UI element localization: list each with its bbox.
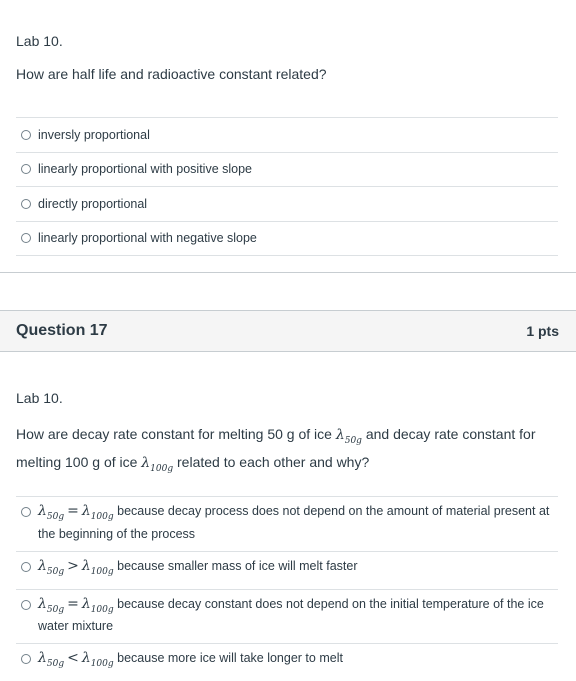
- answer-text: because decay constant does not depend on the initial temperature of the ice water mixture: [38, 596, 544, 634]
- lab-label: Lab 10.: [16, 33, 63, 49]
- question-prompt: [16, 424, 560, 480]
- lambda-subscript: 50g: [46, 604, 65, 615]
- lambda-subscript: 50g: [344, 435, 362, 446]
- answer-label: directly proportional: [38, 196, 148, 211]
- lambda-100g-symbol: [141, 454, 174, 474]
- answer-text: because decay process does not depend on the amount of material present at the beginning of the process: [38, 504, 550, 541]
- prompt-text: related to each other and why?: [173, 453, 370, 470]
- lambda-subscript: 100g: [90, 659, 114, 670]
- answer-option[interactable]: [16, 222, 558, 257]
- answer-option[interactable]: [16, 187, 558, 222]
- question-header: [0, 310, 576, 352]
- radio-button[interactable]: [21, 130, 31, 140]
- question-prompt: How are half life and radioactive constant related?: [16, 66, 327, 82]
- lambda-subscript: 100g: [90, 566, 114, 577]
- lambda-glyph: λ: [141, 454, 151, 471]
- lab-label: Lab 10.: [16, 390, 63, 406]
- lambda-glyph: λ: [38, 503, 47, 519]
- answer-option[interactable]: [16, 590, 558, 645]
- radio-button[interactable]: [21, 164, 31, 174]
- lambda-subscript: 50g: [46, 566, 65, 577]
- relation-operator: <: [67, 650, 79, 667]
- question-title: Question 17: [16, 322, 108, 339]
- answer-option[interactable]: [16, 153, 558, 188]
- answer-option[interactable]: [16, 118, 558, 153]
- lambda-50g-symbol: [38, 503, 65, 522]
- lambda-subscript: 50g: [46, 659, 65, 670]
- answer-label: [38, 503, 558, 543]
- answer-label: [38, 650, 343, 673]
- lambda-subscript: 100g: [150, 463, 174, 474]
- relation-operator: =: [67, 595, 79, 612]
- lambda-glyph: λ: [335, 427, 345, 443]
- lambda-glyph: λ: [81, 503, 91, 519]
- lambda-100g-symbol: [81, 557, 114, 577]
- question-16-body: [0, 0, 576, 273]
- prompt-text: and decay rate constant for melting 100 g of ice: [16, 426, 536, 470]
- answer-list: [16, 117, 558, 256]
- radio-button[interactable]: [21, 507, 31, 517]
- lambda-100g-symbol: [81, 503, 114, 522]
- lambda-glyph: λ: [81, 557, 91, 574]
- lambda-subscript: 100g: [90, 511, 114, 522]
- prompt-text: How are decay rate constant for melting 50 g of ice: [16, 426, 336, 442]
- radio-button[interactable]: [21, 562, 31, 572]
- lambda-100g-symbol: [81, 595, 114, 615]
- lambda-subscript: 50g: [46, 511, 65, 522]
- question-separator: [0, 273, 576, 310]
- lambda-glyph: λ: [38, 650, 47, 667]
- lambda-glyph: λ: [38, 557, 47, 574]
- answer-option[interactable]: [16, 552, 558, 590]
- lambda-50g-symbol: [335, 427, 362, 446]
- lambda-50g-symbol: [38, 650, 65, 670]
- lambda-glyph: λ: [38, 595, 47, 612]
- answer-list: [16, 496, 558, 681]
- answer-label: [38, 558, 358, 581]
- lambda-100g-symbol: [81, 650, 114, 670]
- answer-text: because smaller mass of ice will melt faster: [117, 558, 358, 573]
- answer-label: [38, 596, 558, 636]
- answer-label: linearly proportional with negative slope: [38, 231, 257, 246]
- radio-button[interactable]: [21, 233, 31, 243]
- lambda-50g-symbol: [38, 595, 65, 615]
- answer-text: because more ice will take longer to melt: [117, 651, 343, 666]
- answer-label: inversly proportional: [38, 127, 150, 142]
- relation-operator: =: [67, 503, 79, 519]
- question-points: 1 pts: [526, 323, 559, 339]
- lambda-50g-symbol: [38, 557, 65, 577]
- answer-option[interactable]: [16, 497, 558, 552]
- answer-label: linearly proportional with positive slope: [38, 162, 253, 177]
- question-17-body: [0, 352, 576, 674]
- radio-button[interactable]: [21, 654, 31, 664]
- lambda-glyph: λ: [81, 650, 91, 667]
- relation-operator: >: [67, 557, 79, 574]
- lambda-subscript: 100g: [90, 604, 114, 615]
- radio-button[interactable]: [21, 199, 31, 209]
- radio-button[interactable]: [21, 600, 31, 610]
- lambda-glyph: λ: [81, 595, 91, 612]
